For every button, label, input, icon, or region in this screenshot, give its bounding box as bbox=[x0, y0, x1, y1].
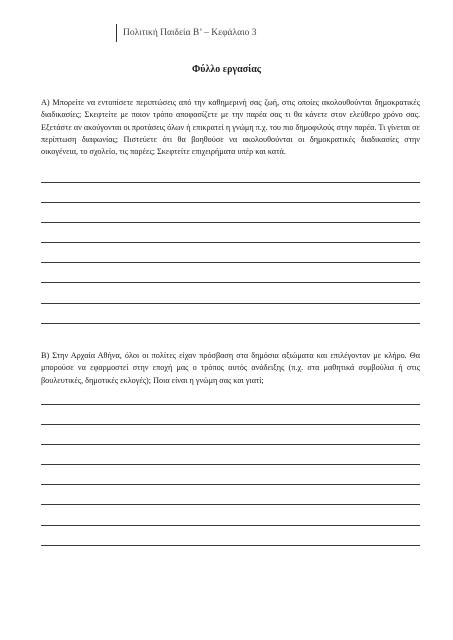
answer-line[interactable] bbox=[41, 484, 420, 504]
answer-line[interactable] bbox=[41, 525, 420, 545]
answer-line[interactable] bbox=[41, 303, 420, 323]
page-header bbox=[116, 24, 257, 42]
answer-line[interactable] bbox=[41, 424, 420, 444]
answer-line[interactable] bbox=[41, 404, 420, 424]
answer-area-a[interactable] bbox=[41, 182, 420, 343]
answer-line[interactable] bbox=[41, 202, 420, 222]
answer-line[interactable] bbox=[41, 504, 420, 524]
question-a-text: Α) Μπορείτε να εντοπίσετε περιπτώσεις από την καθημερινή σας ζωή, στις οποίες ακολουθούνται δημοκρατικές διαδικασίες; Σκεφτείτε με ποιον τρόπο αποφασίζετε με την παρέα σας τι θα κάνετε στον ελεύθερο χρόνο σας. Εξετάστε αν ακούγονται οι προτάσεις όλων ή επικρατεί η γνώμη π.χ. του πιο δημοφιλούς στην παρέα. Τι γίνεται σε περίπτωση διαφωνίας; Πιστεύετε ότι θα βοηθούσε να ακολουθούνται οι δημοκρατικές διαδικασίες στην οικογένεια, το σχολείο, τις παρέες; Σκεφτείτε επιχειρήματα υπέρ και κατά. bbox=[41, 98, 420, 157]
answer-line[interactable] bbox=[41, 242, 420, 262]
answer-line[interactable] bbox=[41, 282, 420, 302]
answer-line[interactable] bbox=[41, 222, 420, 242]
answer-line[interactable] bbox=[41, 323, 420, 343]
header-text: Πολιτική Παιδεία Β’ – Κεφάλαιο 3 bbox=[123, 28, 257, 38]
answer-line[interactable] bbox=[41, 545, 420, 565]
answer-line[interactable] bbox=[41, 444, 420, 464]
worksheet-title: Φύλλο εργασίας bbox=[191, 64, 262, 75]
answer-line[interactable] bbox=[41, 464, 420, 484]
answer-area-b[interactable] bbox=[41, 404, 420, 565]
answer-line[interactable] bbox=[41, 182, 420, 202]
answer-line[interactable] bbox=[41, 262, 420, 282]
question-b-text: Β) Στην Αρχαία Αθήνα, όλοι οι πολίτες είχαν πρόσβαση στα δημόσια αξιώματα και επιλέγονταν με κλήρο. Θα μπορούσε να εφαρμοστεί στην εποχή μας ο τρόπος αυτός ανάδειξης (π.χ. στα μαθητικά συμβούλια ή στις βουλευτικές, δημοτικές εκλογές); Ποια είναι η γνώμη σας και γιατί; bbox=[41, 351, 420, 385]
